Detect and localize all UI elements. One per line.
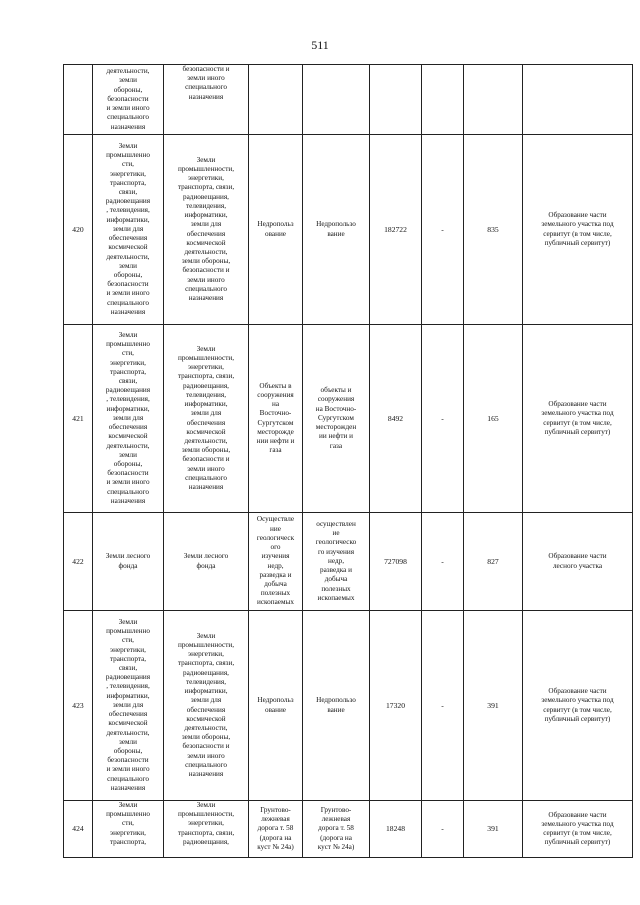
cell-purpose: Образование части земельного участка под сервитут (в том числе, публичный сервитут) <box>523 611 633 801</box>
cell-purpose <box>523 65 633 135</box>
cell-land-category: Земли промышленно сти, энергетики, транспорта, связи, радиовещания , телевидения, информатики, земли для обеспечения космической деятельности, земли обороны, безопасности и земли иного специального назначения <box>93 135 164 325</box>
cell-purpose: Образование части земельного участка под сервитут (в том числе, публичный сервитут) <box>523 801 633 858</box>
cell-permitted-use-new: Недропользо вание <box>303 611 370 801</box>
cell-number: 421 <box>64 325 93 513</box>
cell-purpose: Образование части земельного участка под сервитут (в том числе, публичный сервитут) <box>523 135 633 325</box>
cell-land-category: Земли промышленно сти, энергетики, транспорта, <box>93 801 164 858</box>
cell-land-category-new: Земли промышленности, энергетики, транспорта, связи, радиовещания, телевидения, информатики, земли для обеспечения космической деятельности, земли обороны, безопасности и земли иного специального назначения <box>164 325 249 513</box>
cell-permitted-use-new: Грунтово- лежневая дорога т. 58 (дорога на куст № 24а) <box>303 801 370 858</box>
table-row <box>64 513 633 611</box>
cell-dash <box>422 65 464 135</box>
cell-land-category: деятельности, земли обороны, безопасности и земли иного специального назначения <box>93 65 164 135</box>
table-row <box>64 325 633 513</box>
cell-permitted-use-new: Недропользо вание <box>303 135 370 325</box>
cell-part-area: 165 <box>464 325 523 513</box>
cell-dash: - <box>422 325 464 513</box>
cell-dash: - <box>422 801 464 858</box>
cell-part-area: 391 <box>464 611 523 801</box>
cell-part-area: 391 <box>464 801 523 858</box>
cell-permitted-use <box>249 65 303 135</box>
cell-permitted-use: Недропольз ование <box>249 611 303 801</box>
cell-part-area: 835 <box>464 135 523 325</box>
cell-dash: - <box>422 135 464 325</box>
cell-land-category-new: Земли лесного фонда <box>164 513 249 611</box>
cell-permitted-use-new: объекты и сооружения на Восточно- Сургутском месторожден ии нефти и газа <box>303 325 370 513</box>
cell-land-category-new: Земли промышленности, энергетики, транспорта, связи, радиовещания, телевидения, информатики, земли для обеспечения космической деятельности, земли обороны, безопасности и земли иного специального назначения <box>164 611 249 801</box>
cell-part-area <box>464 65 523 135</box>
cell-number: 420 <box>64 135 93 325</box>
cell-permitted-use: Объекты в сооружения на Восточно- Сургутском месторожде нии нефти и газа <box>249 325 303 513</box>
cell-land-category: Земли лесного фонда <box>93 513 164 611</box>
table-row <box>64 611 633 801</box>
cell-permitted-use: Недропольз ование <box>249 135 303 325</box>
cell-area: 727098 <box>370 513 422 611</box>
cell-area: 17320 <box>370 611 422 801</box>
table-row <box>64 801 633 858</box>
table-row <box>64 65 633 135</box>
cell-area: 8492 <box>370 325 422 513</box>
cell-permitted-use-new <box>303 65 370 135</box>
cell-number: 422 <box>64 513 93 611</box>
cell-land-category-new: Земли промышленности, энергетики, транспорта, связи, радиовещания, <box>164 801 249 858</box>
cell-dash: - <box>422 513 464 611</box>
land-plots-table <box>63 64 633 858</box>
cell-area: 18248 <box>370 801 422 858</box>
cell-area <box>370 65 422 135</box>
cell-number: 423 <box>64 611 93 801</box>
cell-dash: - <box>422 611 464 801</box>
table-row <box>64 135 633 325</box>
cell-land-category: Земли промышленно сти, энергетики, транспорта, связи, радиовещания , телевидения, информатики, земли для обеспечения космической деятельности, земли обороны, безопасности и земли иного специального назначения <box>93 611 164 801</box>
cell-land-category-new: Земли промышленности, энергетики, транспорта, связи, радиовещания, телевидения, информатики, земли для обеспечения космической деятельности, земли обороны, безопасности и земли иного специального назначения <box>164 135 249 325</box>
cell-permitted-use-new: осуществлен ие геологическо го изучения недр, разведка и добыча полезных ископаемых <box>303 513 370 611</box>
page-number: 511 <box>311 38 329 52</box>
cell-land-category: Земли промышленно сти, энергетики, транспорта, связи, радиовещания , телевидения, информатики, земли для обеспечения космической деятельности, земли обороны, безопасности и земли иного специального назначения <box>93 325 164 513</box>
cell-number: 424 <box>64 801 93 858</box>
cell-permitted-use: Грунтово- лежневая дорога т. 58 (дорога на куст № 24а) <box>249 801 303 858</box>
cell-purpose: Образование части лесного участка <box>523 513 633 611</box>
cell-number <box>64 65 93 135</box>
cell-land-category-new: безопасности и земли иного специального назначения <box>164 65 249 135</box>
cell-part-area: 827 <box>464 513 523 611</box>
cell-permitted-use: Осуществле ние геологическ ого изучения недр, разведка и добыча полезных ископаемых <box>249 513 303 611</box>
cell-area: 182722 <box>370 135 422 325</box>
cell-purpose: Образование части земельного участка под сервитут (в том числе, публичный сервитут) <box>523 325 633 513</box>
